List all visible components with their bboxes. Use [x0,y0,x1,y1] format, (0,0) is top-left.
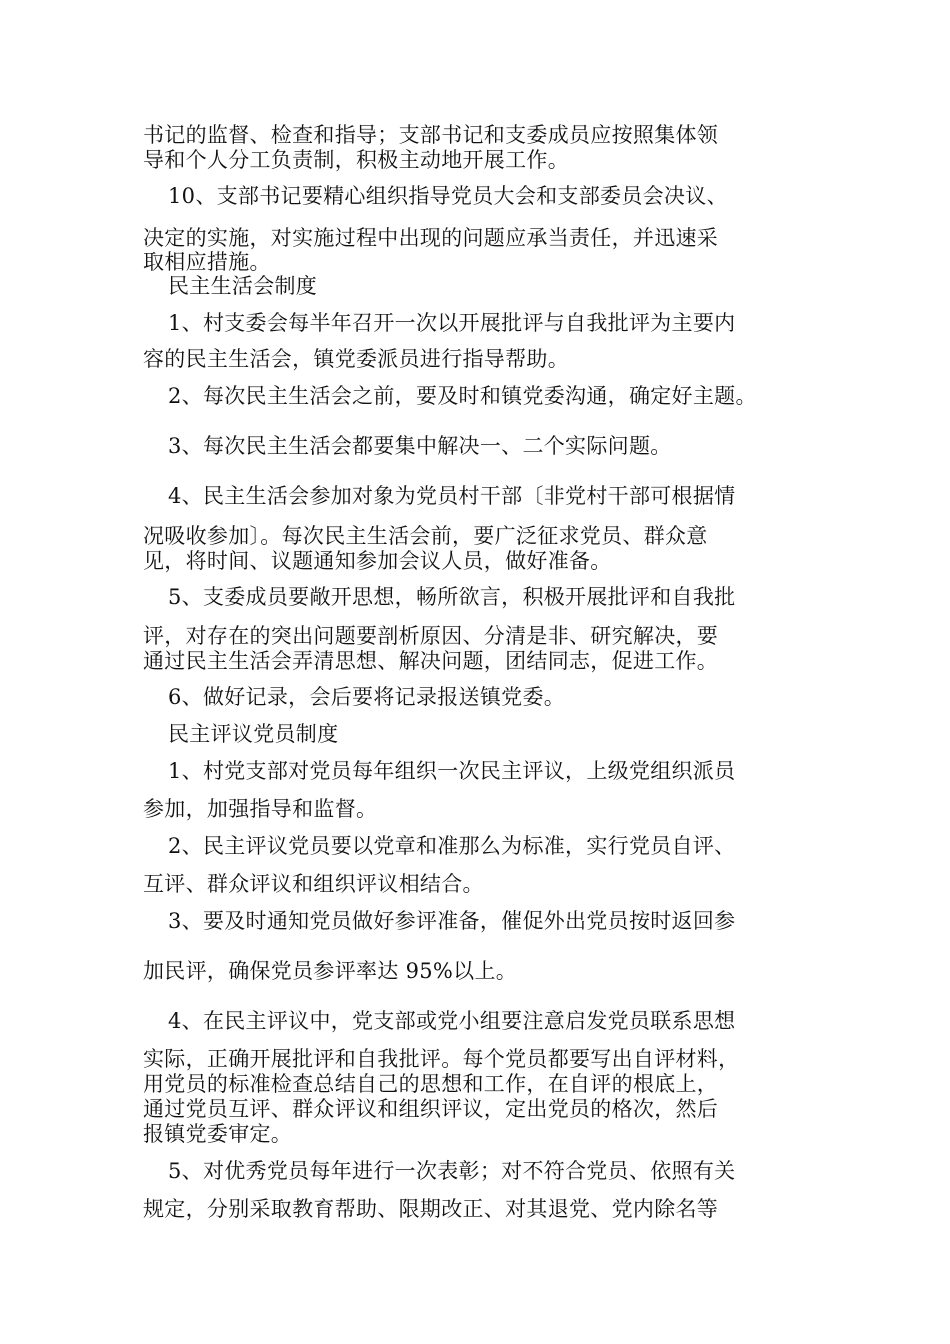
text-line: 规定，分别采取教育帮助、限期改正、对其退党、党内除名等 [143,1197,719,1221]
text-line: 书记的监督、检查和指导；支部书记和支委成员应按照集体领 [143,123,719,147]
section-heading: 民主评议党员制度 [168,722,339,746]
text-line: 加民评，确保党员参评率达 95%以上。 [143,959,518,983]
text-line: 10、支部书记要精心组织指导党员大会和支部委员会决议、 [168,184,728,208]
section-heading: 民主生活会制度 [168,274,318,298]
text-line: 实际，正确开展批评和自我批评。每个党员都要写出自评材料， [143,1047,740,1071]
text-line: 容的民主生活会，镇党委派员进行指导帮助。 [143,347,569,371]
text-line: 2、每次民主生活会之前，要及时和镇党委沟通，确定好主题。 [168,384,757,408]
text-line: 通过党员互评、群众评议和组织评议，定出党员的格次，然后 [143,1097,719,1121]
text-line: 评，对存在的突出问题要剖析原因、分清是非、研究解决，要 [143,624,719,648]
text-line: 用党员的标准检查总结自己的思想和工作，在自评的根底上， [143,1072,719,1096]
text-line: 参加，加强指导和监督。 [143,797,378,821]
text-line: 5、支委成员要敞开思想，畅所欲言，积极开展批评和自我批 [168,585,736,609]
text-line: 导和个人分工负责制，积极主动地开展工作。 [143,148,569,172]
text-line: 互评、群众评议和组织评议相结合。 [143,872,484,896]
text-line: 决定的实施，对实施过程中出现的问题应承当责任，并迅速采 [143,226,719,250]
text-line: 3、每次民主生活会都要集中解决一、二个实际问题。 [168,434,672,458]
text-line: 通过民主生活会弄清思想、解决问题，团结同志，促进工作。 [143,649,719,673]
text-line: 3、要及时通知党员做好参评准备，催促外出党员按时返回参 [168,909,736,933]
text-line: 5、对优秀党员每年进行一次表彰；对不符合党员、依照有关 [168,1159,736,1183]
text-line: 报镇党委审定。 [143,1122,293,1146]
text-line: 1、村党支部对党员每年组织一次民主评议，上级党组织派员 [168,759,736,783]
text-line: 见，将时间、议题通知参加会议人员，做好准备。 [143,549,612,573]
text-line: 况吸收参加〕。每次民主生活会前，要广泛征求党员、群众意 [143,524,708,548]
text-line: 6、做好记录，会后要将记录报送镇党委。 [168,685,566,709]
text-line: 1、村支委会每半年召开一次以开展批评与自我批评为主要内 [168,311,736,335]
text-line: 4、在民主评议中，党支部或党小组要注意启发党员联系思想 [168,1009,736,1033]
text-line: 取相应措施。 [143,250,271,274]
text-line: 2、民主评议党员要以党章和准那么为标准，实行党员自评、 [168,834,736,858]
text-line: 4、民主生活会参加对象为党员村干部〔非党村干部可根据情 [168,484,736,508]
